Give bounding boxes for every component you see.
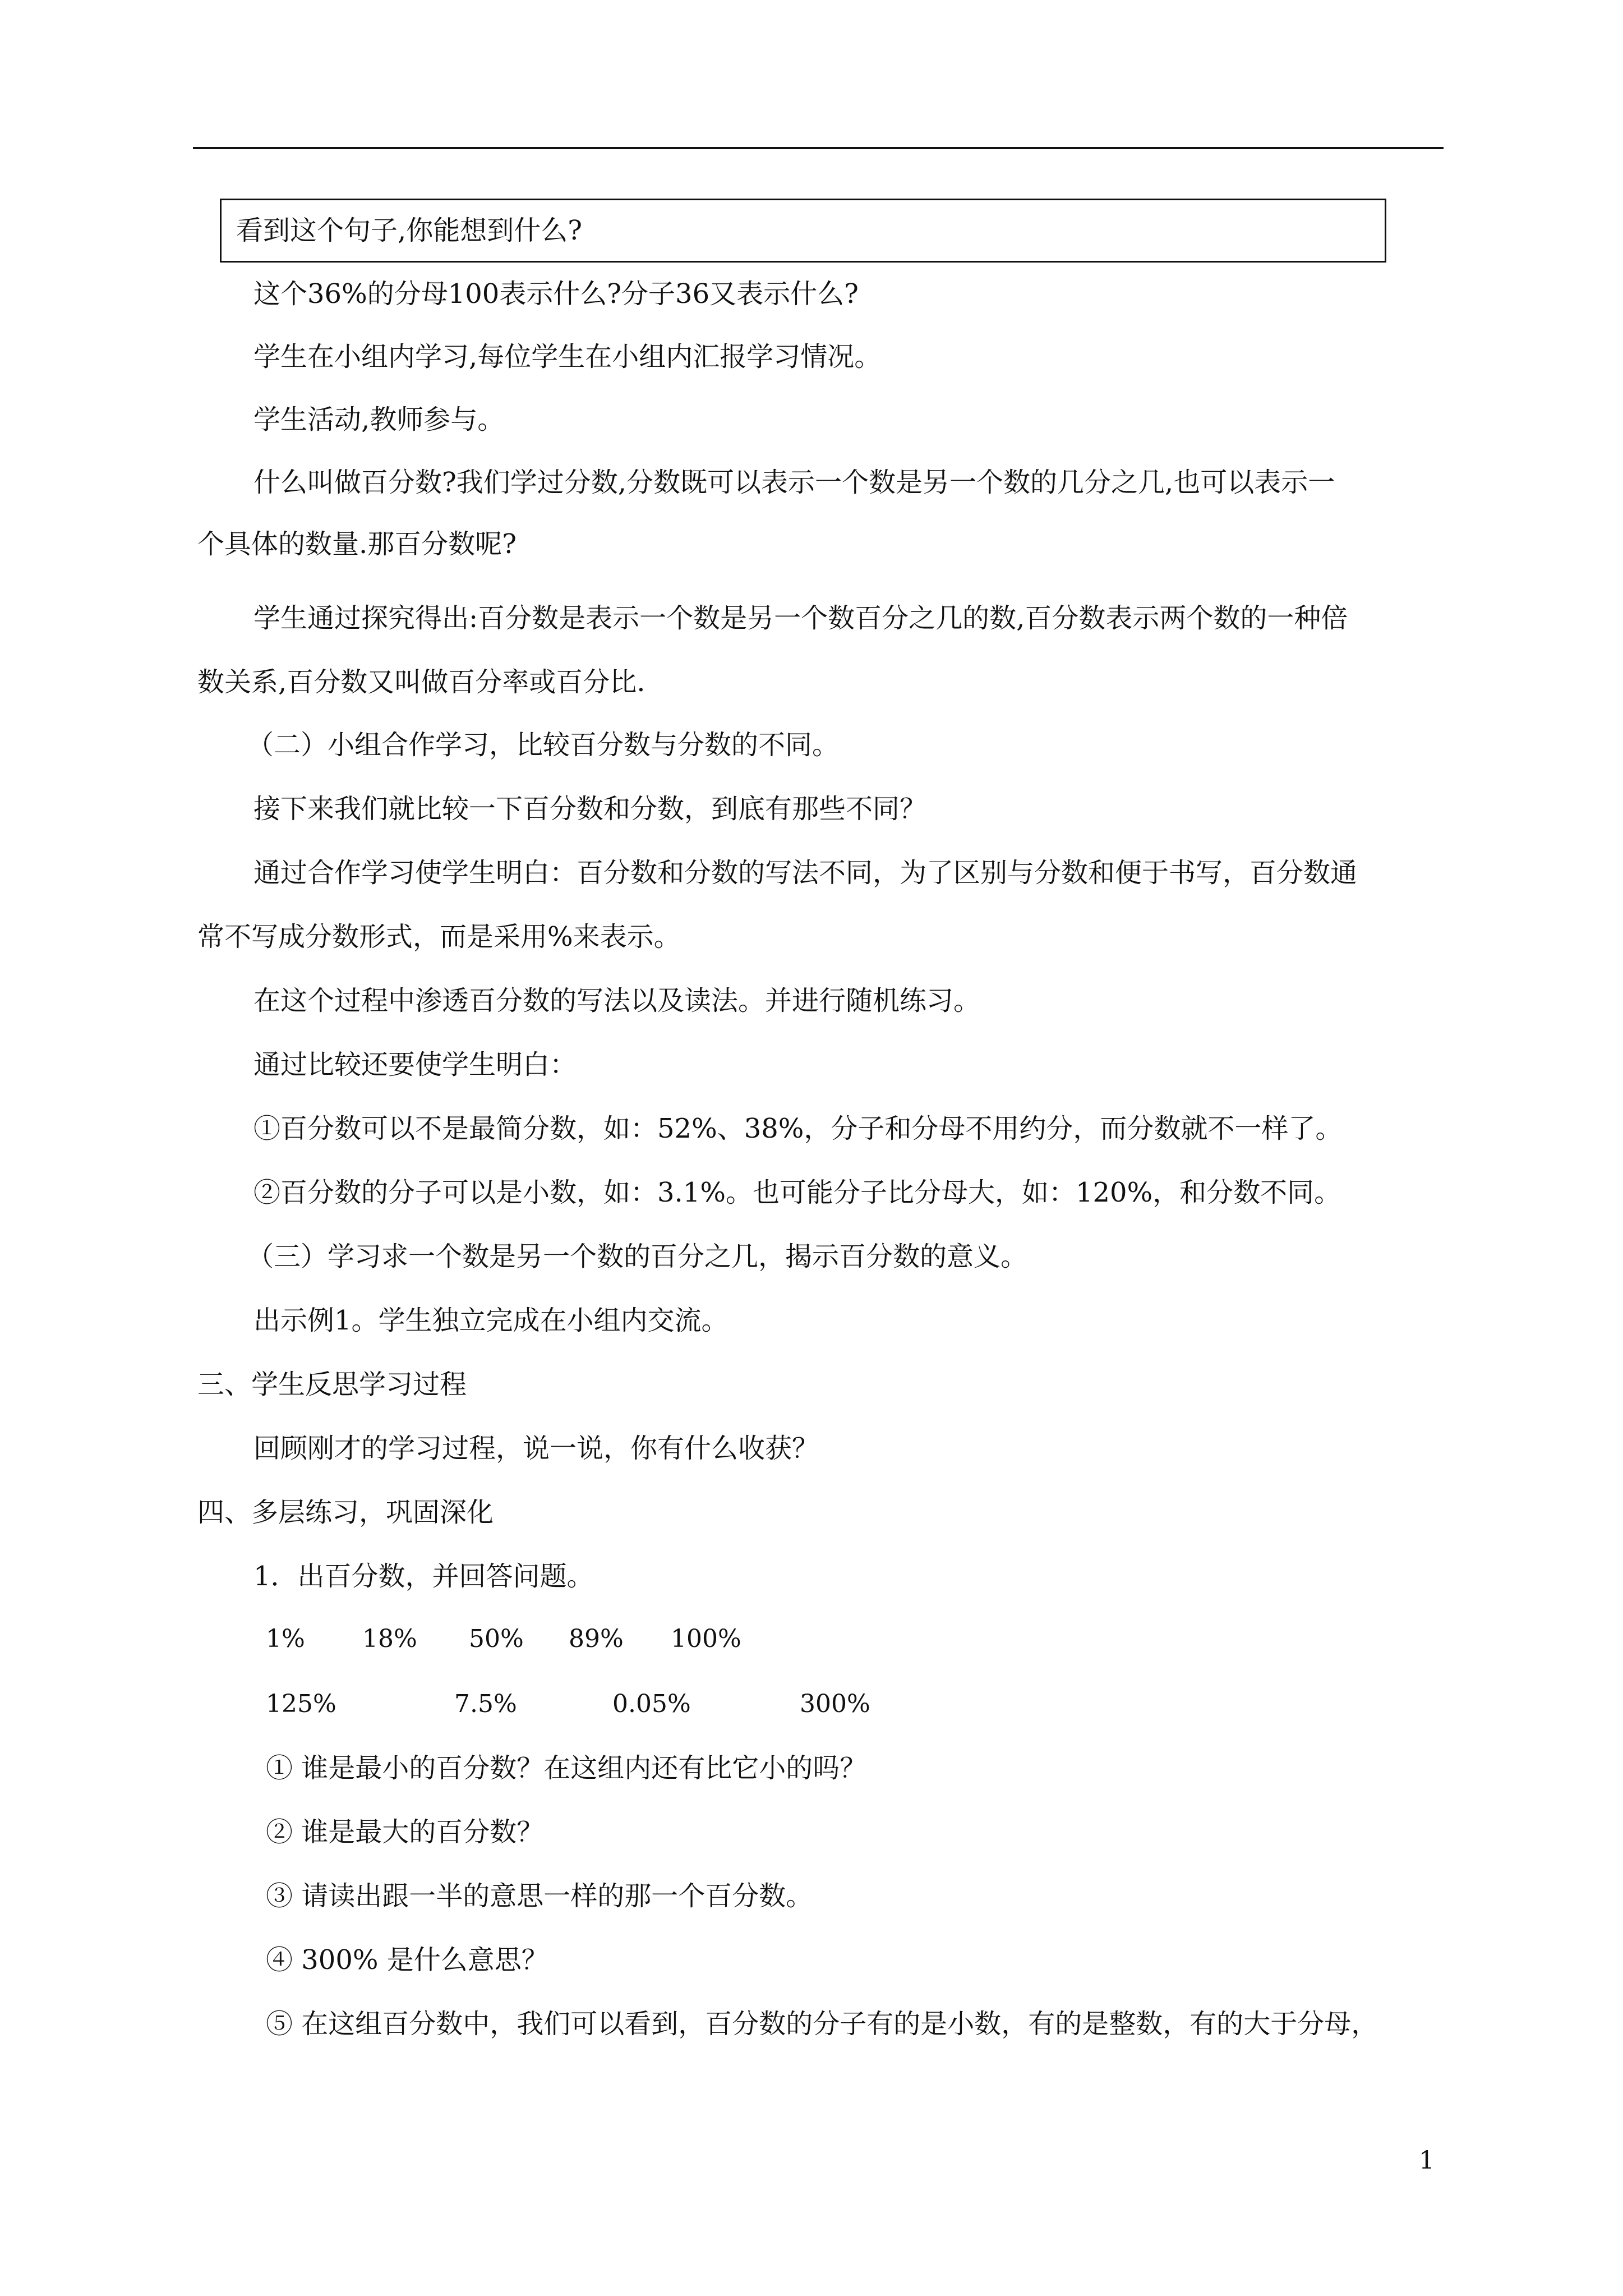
paragraph-line: 数关系,百分数又叫做百分率或百分比. [197, 666, 645, 698]
list-item: ②百分数的分子可以是小数，如：3.1%。也可能分子比分母大，如：120%，和分数不同。 [253, 1177, 1341, 1208]
page-number: 1 [1419, 2146, 1435, 2175]
paragraph-line: 学生在小组内学习,每位学生在小组内汇报学习情况。 [253, 341, 882, 372]
paragraph-line: 回顾刚才的学习过程，说一说，你有什么收获？ [253, 1433, 819, 1464]
percent-value: 7.5% [454, 1690, 517, 1718]
question-item: ③ 请读出跟一半的意思一样的那一个百分数。 [266, 1880, 813, 1912]
percent-value: 300% [800, 1690, 870, 1718]
paragraph-line: 个具体的数量.那百分数呢? [197, 528, 517, 560]
section-heading: （二）小组合作学习，比较百分数与分数的不同。 [247, 729, 840, 761]
section-heading: （三）学习求一个数是另一个数的百分之几，揭示百分数的意义。 [247, 1241, 1028, 1272]
question-item: ④ 300% 是什么意思？ [266, 1944, 548, 1976]
boxed-prompt: 看到这个句子,你能想到什么? [220, 199, 1386, 263]
paragraph-line: 通过合作学习使学生明白：百分数和分数的写法不同，为了区别与分数和便于书写，百分数通 [253, 857, 1358, 889]
percent-value: 89% [569, 1625, 624, 1653]
paragraph-line: 通过比较还要使学生明白： [253, 1049, 577, 1080]
exercise-title: 1．出百分数，并回答问题。 [253, 1561, 594, 1592]
paragraph-line: 常不写成分数形式，而是采用%来表示。 [197, 921, 681, 953]
paragraph-line: 这个36%的分母100表示什么?分子36又表示什么? [253, 278, 859, 310]
header-rule [193, 147, 1444, 149]
percent-value: 50% [469, 1625, 524, 1653]
question-item: ⑤ 在这组百分数中，我们可以看到，百分数的分子有的是小数，有的是整数，有的大于分母， [266, 2008, 1378, 2040]
paragraph-line: 什么叫做百分数?我们学过分数,分数既可以表示一个数是另一个数的几分之几,也可以表示一 [253, 467, 1335, 498]
section-heading: 四、多层练习，巩固深化 [197, 1497, 494, 1528]
percent-value: 18% [362, 1625, 417, 1653]
paragraph-line: 接下来我们就比较一下百分数和分数，到底有那些不同？ [253, 793, 927, 825]
list-item: ①百分数可以不是最简分数，如：52%、38%，分子和分母不用约分，而分数就不一样了。 [253, 1113, 1343, 1144]
question-item: ② 谁是最大的百分数？ [266, 1816, 544, 1848]
percent-value: 100% [671, 1625, 741, 1653]
percent-value: 1% [266, 1625, 305, 1653]
percent-value: 0.05% [612, 1690, 691, 1718]
paragraph-line: 出示例1。学生独立完成在小组内交流。 [253, 1305, 728, 1336]
section-heading: 三、学生反思学习过程 [197, 1369, 467, 1400]
percent-value: 125% [266, 1690, 336, 1718]
paragraph-line: 学生活动,教师参与。 [253, 404, 505, 435]
paragraph-line: 学生通过探究得出:百分数是表示一个数是另一个数百分之几的数,百分数表示两个数的一种倍 [253, 602, 1348, 634]
question-item: ① 谁是最小的百分数？在这组内还有比它小的吗？ [266, 1752, 867, 1784]
paragraph-line: 在这个过程中渗透百分数的写法以及读法。并进行随机练习。 [253, 985, 981, 1016]
